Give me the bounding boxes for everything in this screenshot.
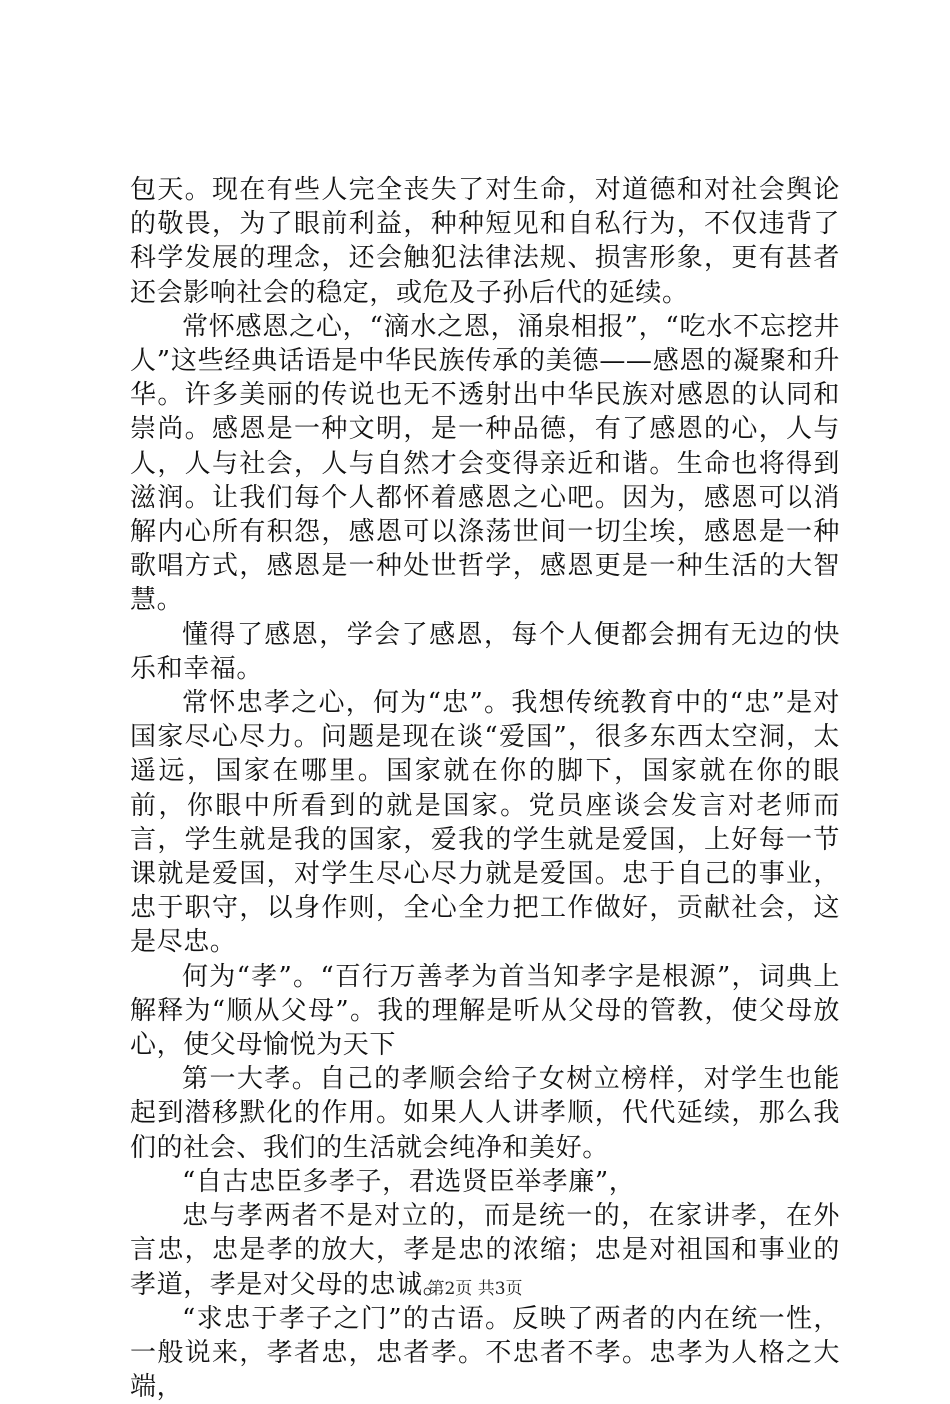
paragraph-7: “自古忠臣多孝子，君选贤臣举孝廉”，	[182, 1166, 636, 1197]
paragraph-8: 忠与孝两者不是对立的，而是统一的，在家讲孝，在外言忠，忠是孝的放大，孝是忠的浓缩；忠是对祖国和事业的孝道，孝是对父母的忠诚。	[130, 1201, 840, 1300]
paragraph-5: 何为“孝”。“百行万善孝为首当知孝字是根源”，词典上解释为“顺从父母”。我的理解是听从父母的管教，使父母放心，使父母愉悦为天下	[130, 961, 840, 1061]
paragraph-6: 第一大孝。自己的孝顺会给子女树立榜样，对学生也能起到潜移默化的作用。如果人人讲孝顺，代代延续，那么我们的社会、我们的生活就会纯净和美好。	[130, 1064, 840, 1163]
paragraph-1: 包天。现在有些人完全丧失了对生命，对道德和对社会舆论的敬畏，为了眼前利益，种种短见和自私行为，不仅违背了科学发展的理念，还会触犯法律法规、损害形象，更有甚者还会影响社会的稳定，或危及子孙后代的延续。	[130, 175, 840, 308]
paragraph-4: 常怀忠孝之心，何为“忠”。我想传统教育中的“忠”是对国家尽心尽力。问题是现在谈“爱国”，很多东西太空洞，太遥远，国家在哪里。国家就在你的脚下，国家就在你的眼前，你眼中所看到的就是国家。党员座谈会发言对老师而言，学生就是我的国家，爱我的学生就是爱国，上好每一节课就是爱国，对学生尽心尽力就是爱国。忠于自己的事业，忠于职守，以身作则，全心全力把工作做好，贡献社会，这是尽忠。	[130, 688, 840, 958]
page-footer: 第2页 共3页	[427, 1279, 523, 1299]
paragraph-3: 懂得了感恩，学会了感恩，每个人便都会拥有无边的快乐和幸福。	[130, 619, 840, 684]
document-body	[130, 173, 840, 1404]
paragraph-9: “求忠于孝子之门”的古语。反映了两者的内在统一性，一般说来，孝者忠，忠者孝。不忠者不孝。忠孝为人格之大端，	[130, 1303, 840, 1403]
paragraph-2: 常怀感恩之心，“滴水之恩，涌泉相报”，“吃水不忘挖井人”这些经典话语是中华民族传承的美德——感恩的凝聚和升华。许多美丽的传说也无不透射出中华民族对感恩的认同和崇尚。感恩是一种文明，是一种品德，有了感恩的心，人与人，人与社会，人与自然才会变得亲近和谐。生命也将得到滋润。让我们每个人都怀着感恩之心吧。因为，感恩可以消解内心所有积怨，感恩可以涤荡世间一切尘埃，感恩是一种歌唱方式，感恩是一种处世哲学，感恩更是一种生活的大智慧。	[130, 311, 840, 616]
